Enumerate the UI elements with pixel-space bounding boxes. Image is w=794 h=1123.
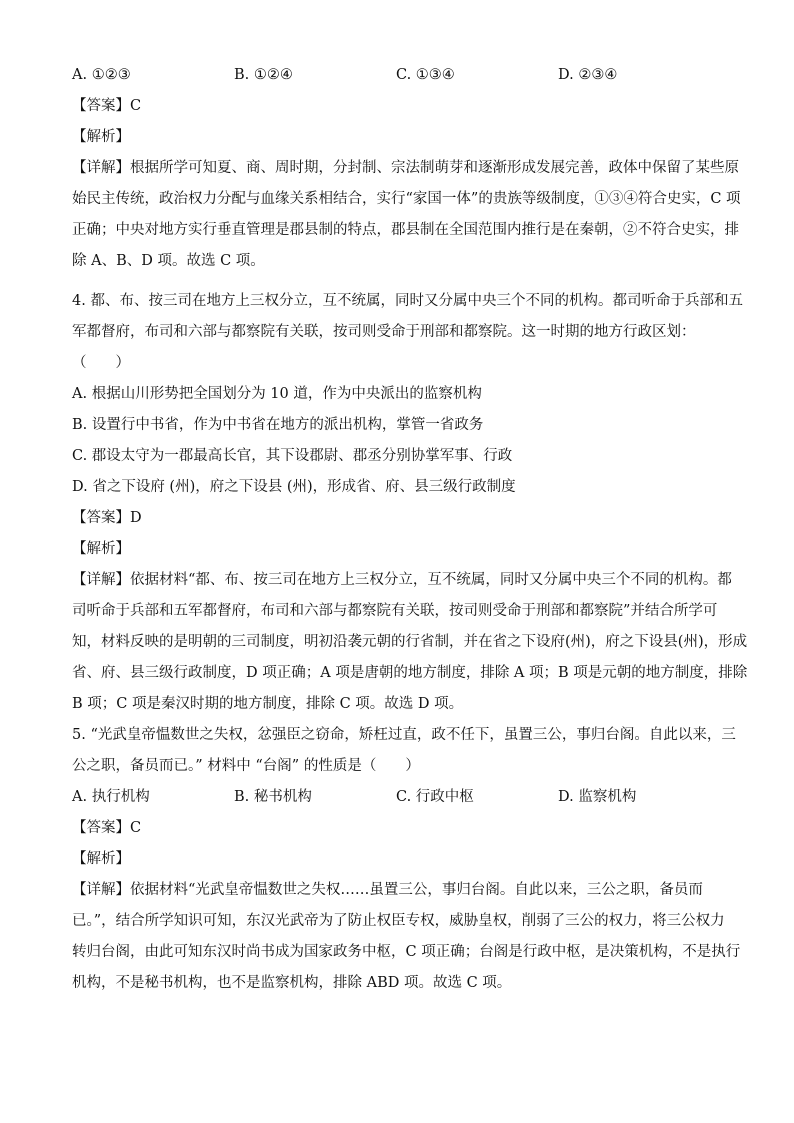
q5-options xyxy=(72,782,722,813)
q5-option-b: B. 秘书机构 xyxy=(234,789,312,805)
q3-explanation-line: 正确；中央对地方实行垂直管理是郡县制的特点，郡县制在全国范围内推行是在秦朝，②不符合史实，排 xyxy=(72,222,739,238)
q3-explanation-line: 除 A、B、D 项。故选 C 项。 xyxy=(72,253,265,269)
q4-answer: 【答案】D xyxy=(72,510,142,526)
q3-option-b: B. ①②④ xyxy=(234,67,293,83)
q5-stem xyxy=(72,720,736,782)
q5-explanation-line: 【详解】依据材料“光武皇帝愠数世之失权……虽置三公，事归台阁。自此以来，三公之职，备员而 xyxy=(72,882,703,898)
q4-analysis-label: 【解析】 xyxy=(72,541,130,557)
q3-option-c: C. ①③④ xyxy=(396,67,455,83)
q3-options xyxy=(72,60,722,91)
q3-explanation-line: 【详解】根据所学可知夏、商、周时期，分封制、宗法制萌芽和逐渐形成发展完善，政体中保留了某些原 xyxy=(72,160,739,176)
q3-analysis-label: 【解析】 xyxy=(72,129,130,145)
q3-option-a: A. ①②③ xyxy=(72,67,131,83)
q5-answer: 【答案】C xyxy=(72,820,142,836)
q3-explanation-line: 始民主传统，政治权力分配与血缘关系相结合，实行“家国一体”的贵族等级制度，①③④符合史实，C 项 xyxy=(72,191,741,207)
q5-explanation-line: 机构，不是秘书机构，也不是监察机构，排除 ABD 项。故选 C 项。 xyxy=(72,975,512,991)
q4-explanation-line: B 项；C 项是秦汉时期的地方制度，排除 C 项。故选 D 项。 xyxy=(72,696,464,712)
q5-option-a: A. 执行机构 xyxy=(72,789,150,805)
q4-explanation-line: 【详解】依据材料“都、布、按三司在地方上三权分立，互不统属，同时又分属中央三个不同的机构。都 xyxy=(72,572,732,588)
q4-option-c: C. 郡设太守为一郡最高长官，其下设郡尉、郡丞分别协掌军事、行政 xyxy=(72,448,513,464)
q4-options xyxy=(72,379,722,503)
q3-option-d: D. ②③④ xyxy=(558,67,618,83)
q4-explanation-line: 司听命于兵部和五军都督府，布司和六部与都察院有关联，按司则受命于刑部和都察院”并结合所学可 xyxy=(72,603,718,619)
q5-option-d: D. 监察机构 xyxy=(558,789,637,805)
q5-explanation xyxy=(72,875,741,999)
q5-stem-line: 5. “光武皇帝愠数世之失权，忿强臣之窃命，矫枉过直，政不任下，虽置三公，事归台阁。自此以来，三 xyxy=(72,727,736,743)
q4-stem-line: 4. 都、布、按三司在地方上三权分立，互不统属，同时又分属中央三个不同的机构。都司听命于兵部和五 xyxy=(72,293,743,309)
q5-stem-line: 公之职，备员而已。” 材料中 “台阁” 的性质是（ ） xyxy=(72,758,420,774)
q4-option-d: D. 省之下设府 (州)，府之下设县 (州)，形成省、府、县三级行政制度 xyxy=(72,479,516,495)
q4-explanation-line: 省、府、县三级行政制度，D 项正确；A 项是唐朝的地方制度，排除 A 项；B 项是元朝的地方制度，排除 xyxy=(72,665,748,681)
q4-explanation-line: 知，材料反映的是明朝的三司制度，明初沿袭元朝的行省制，并在省之下设府(州)，府之下设县(州)，形成 xyxy=(72,634,748,650)
q5-analysis-label: 【解析】 xyxy=(72,851,130,867)
q4-stem xyxy=(72,286,743,379)
q5-explanation-line: 转归台阁，由此可知东汉时尚书成为国家政务中枢，C 项正确；台阁是行政中枢，是决策机构，不是执行 xyxy=(72,944,741,960)
q4-stem-line: 军都督府，布司和六部与都察院有关联，按司则受命于刑部和都察院。这一时期的地方行政区划： xyxy=(72,324,696,340)
q5-explanation-line: 已。”，结合所学知识可知，东汉光武帝为了防止权臣专权，威胁皇权，削弱了三公的权力，将三公权力 xyxy=(72,913,725,929)
document-page xyxy=(72,60,748,999)
q4-option-a: A. 根据山川形势把全国划分为 10 道，作为中央派出的监察机构 xyxy=(72,386,482,402)
q3-explanation xyxy=(72,153,741,277)
q3-answer: 【答案】C xyxy=(72,98,142,114)
q5-option-c: C. 行政中枢 xyxy=(396,789,474,805)
q4-stem-bracket: （ ） xyxy=(72,355,130,371)
q4-option-b: B. 设置行中书省，作为中书省在地方的派出机构，掌管一省政务 xyxy=(72,417,484,433)
q4-explanation xyxy=(72,565,748,720)
